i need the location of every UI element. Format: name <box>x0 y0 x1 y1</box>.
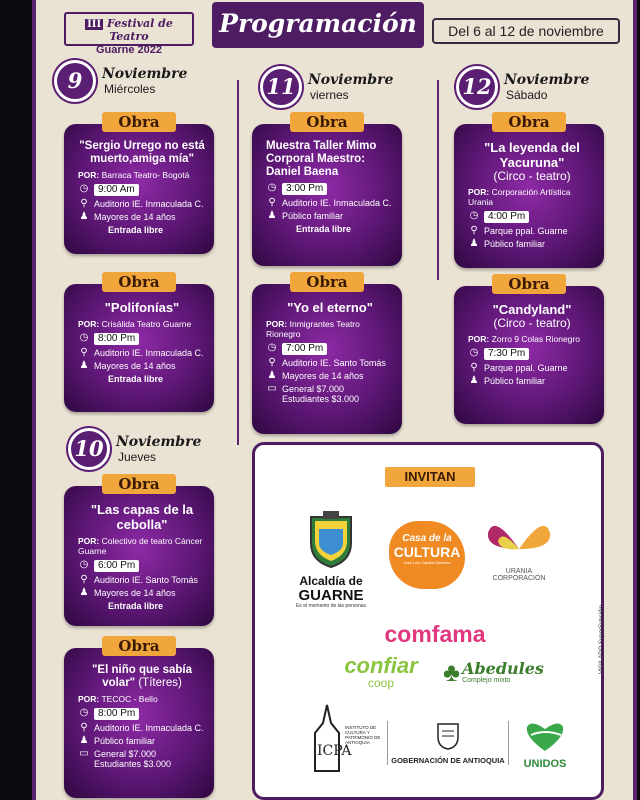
event-company <box>468 187 596 207</box>
event-venue: Auditorio IE. Santo Tomás <box>94 575 198 585</box>
audience-icon: ♟ <box>79 360 89 371</box>
clock-icon: ◷ <box>267 182 277 193</box>
por-label: POR: <box>78 536 100 546</box>
comfama-logo: comfama <box>384 621 486 647</box>
obra-label: Obra <box>102 474 176 494</box>
event-time: 3:00 Pm <box>282 183 327 195</box>
alcaldia-guarne-logo <box>291 509 371 609</box>
unidos-logo <box>515 719 575 770</box>
event-title: "Sergio Urrego no está muerto,amiga mía" <box>79 140 205 165</box>
event-audience: Público familiar <box>484 376 546 386</box>
event-title: "Polifonías" <box>104 300 180 315</box>
event-price: Entrada libre <box>108 225 164 235</box>
por-label: POR: <box>78 319 100 329</box>
event-title: "Candyland" <box>492 302 572 317</box>
obra-label: Obra <box>102 636 176 656</box>
day-weekday: Sábado <box>506 88 548 102</box>
event-title: "Las capas de la cebolla" <box>90 502 194 532</box>
audience-icon: ♟ <box>267 210 277 221</box>
clock-icon: ◷ <box>79 332 89 343</box>
price-general: General $7.000 <box>94 749 157 759</box>
ticket-icon: ▭ <box>79 748 89 759</box>
company-name: Zorro 9 Colas Rionegro <box>491 334 580 344</box>
confiar-text: confiar <box>344 653 418 678</box>
location-pin-icon: ⚲ <box>80 722 88 733</box>
abedules-text: Abedules <box>462 658 544 678</box>
event-venue: Auditorio IE. Inmaculada C. <box>94 348 204 358</box>
por-label: POR: <box>78 170 100 180</box>
company-name: Crisálida Teatro Guarne <box>101 319 192 329</box>
gobernacion-text: GOBERNACIÓN DE ANTIOQUIA <box>391 756 505 765</box>
date-range: Del 6 al 12 de noviembre <box>432 18 620 44</box>
clock-icon: ◷ <box>267 342 277 353</box>
column-divider-left <box>237 80 239 445</box>
event-company <box>78 319 206 329</box>
abedules-sub: Complejo mixto <box>462 676 511 684</box>
company-name: TECOC - Bello <box>101 694 158 704</box>
event-company <box>468 334 596 344</box>
clock-icon: ◷ <box>79 183 89 194</box>
event-time: 6:00 Pm <box>94 560 139 572</box>
event-time: 7:00 Pm <box>282 343 327 355</box>
event-title: "La leyenda del Yacuruna" <box>484 140 580 170</box>
gobernacion-logo <box>387 721 509 765</box>
unidos-heart-icon <box>523 719 567 753</box>
location-pin-icon: ⚲ <box>80 198 88 209</box>
urania-logo <box>479 519 559 582</box>
location-pin-icon: ⚲ <box>80 574 88 585</box>
event-venue: Auditorio IE. Inmaculada C. <box>94 723 204 733</box>
alcaldia-line2: GUARNE <box>298 587 364 604</box>
abedules-logo <box>443 659 559 685</box>
clock-icon: ◷ <box>79 707 89 718</box>
day-number: 9 <box>54 60 96 102</box>
urania-line1: URANIA <box>505 568 533 575</box>
event-card <box>64 475 214 626</box>
event-time: 8:00 Pm <box>94 708 139 720</box>
event-card <box>252 273 402 434</box>
event-card <box>252 113 402 266</box>
day-weekday: Miércoles <box>104 82 156 96</box>
casa-line1: Casa de la <box>402 533 452 544</box>
confiar-sub: coop <box>367 676 395 690</box>
audience-icon: ♟ <box>79 735 89 746</box>
coat-of-arms-icon <box>301 509 361 569</box>
casa-cultura-logo <box>389 521 465 589</box>
alcaldia-line1: Alcaldía de <box>299 574 363 588</box>
day-month: Noviembre <box>308 72 394 88</box>
event-company <box>266 319 394 339</box>
festival-name: Festival de Teatro <box>107 17 173 43</box>
day-month: Noviembre <box>504 72 590 88</box>
event-card <box>454 275 604 424</box>
day-number: 11 <box>260 66 302 108</box>
icpa-icon <box>309 703 352 773</box>
event-card <box>454 113 604 268</box>
svg-text:ICPA: ICPA <box>317 743 352 759</box>
clock-icon: ◷ <box>469 210 479 221</box>
gobernacion-shield-icon <box>433 721 463 751</box>
event-title-text: "El niño que sabía volar" <box>91 664 193 689</box>
event-price: Entrada libre <box>108 374 164 384</box>
obra-label: Obra <box>290 272 364 292</box>
vigilado-text: VIGILADO SuperSubsidio <box>599 605 605 675</box>
event-venue: Auditorio IE. Inmaculada C. <box>94 199 204 209</box>
festival-numeral: III <box>87 19 102 30</box>
obra-label: Obra <box>102 272 176 292</box>
day-weekday: Jueves <box>118 450 157 464</box>
event-company <box>78 536 206 556</box>
event-audience: Mayores de 14 años <box>94 588 176 598</box>
company-name: Colectivo de teatro Cáncer Guarne <box>78 536 203 556</box>
price-students: Estudiantes $3.000 <box>282 394 360 404</box>
price-general: General $7.000 <box>282 384 345 394</box>
audience-icon: ♟ <box>79 211 89 222</box>
obra-label: Obra <box>290 112 364 132</box>
obra-label: Obra <box>492 112 566 132</box>
icpa-logo <box>309 703 379 773</box>
company-name: Barraca Teatro- Bogotá <box>101 170 190 180</box>
event-audience: Mayores de 14 años <box>94 361 176 371</box>
obra-label: Obra <box>102 112 176 132</box>
day-month: Noviembre <box>102 66 188 82</box>
column-divider-right <box>437 80 439 280</box>
company-name: Corporación Artística Urania <box>468 187 571 207</box>
event-time: 7:30 Pm <box>484 348 529 360</box>
alcaldia-tagline: Es el momento de las personas <box>295 603 367 609</box>
audience-icon: ♟ <box>79 587 89 598</box>
day-month: Noviembre <box>116 434 202 450</box>
casa-line2: CULTURA <box>393 544 461 560</box>
day-header-12 <box>456 66 589 108</box>
day-header-11 <box>260 66 393 108</box>
urania-line2: CORPORACIÓN <box>492 575 546 582</box>
event-venue: Auditorio IE. Santo Tomás <box>282 358 386 368</box>
location-pin-icon: ⚲ <box>80 347 88 358</box>
audience-icon: ♟ <box>267 370 277 381</box>
festival-badge <box>64 12 194 56</box>
day-weekday: viernes <box>310 88 349 102</box>
event-audience: Público familiar <box>282 211 344 221</box>
audience-icon: ♟ <box>469 238 479 249</box>
event-audience: Mayores de 14 años <box>282 371 364 381</box>
unidos-text: UNIDOS <box>523 758 567 770</box>
event-card <box>64 637 214 798</box>
day-header-9 <box>54 60 187 102</box>
por-label: POR: <box>468 187 490 197</box>
event-subtitle: (Circo - teatro) <box>493 169 571 183</box>
event-venue: Auditorio IE. Inmaculada C. <box>282 198 392 208</box>
icpa-text: INSTITUTO DE CULTURA Y PATRIMONIO DE ANTIOQUIA <box>345 725 381 745</box>
por-label: POR: <box>468 334 490 344</box>
day-header-10 <box>68 428 201 470</box>
clock-icon: ◷ <box>469 347 479 358</box>
day-number: 10 <box>68 428 110 470</box>
event-time: 4:00 Pm <box>484 211 529 223</box>
event-subtitle: (Títeres) <box>138 677 182 689</box>
day-number: 12 <box>456 66 498 108</box>
location-pin-icon: ⚲ <box>470 225 478 236</box>
page-title: Programación <box>212 2 424 48</box>
event-card <box>64 273 214 412</box>
invitan-label: INVITAN <box>385 467 475 487</box>
obra-label: Obra <box>492 274 566 294</box>
ticket-icon: ▭ <box>267 383 277 394</box>
butterfly-icon <box>484 519 554 563</box>
event-price: Entrada libre <box>108 601 164 611</box>
event-audience: Mayores de 14 años <box>94 212 176 222</box>
event-title: Muestra Taller Mimo Corporal Maestro: Daniel Baena <box>266 140 377 178</box>
event-company <box>78 170 206 180</box>
event-title: "Yo el eterno" <box>287 300 373 315</box>
festival-place-year: Guarne 2022 <box>95 44 163 56</box>
event-card <box>64 113 214 254</box>
location-pin-icon: ⚲ <box>268 357 276 368</box>
por-label: POR: <box>78 694 100 704</box>
event-title <box>78 664 206 690</box>
location-pin-icon: ⚲ <box>470 362 478 373</box>
clock-icon: ◷ <box>79 559 89 570</box>
tree-icon: ♣ <box>443 657 461 687</box>
event-audience: Público familiar <box>94 736 156 746</box>
price-students: Estudiantes $3.000 <box>94 759 172 769</box>
event-time: 9:00 Am <box>94 184 139 196</box>
sponsors-panel <box>252 442 604 800</box>
event-company <box>78 694 206 704</box>
event-audience: Público familiar <box>484 239 546 249</box>
audience-icon: ♟ <box>469 375 479 386</box>
confiar-logo <box>331 655 431 689</box>
location-pin-icon: ⚲ <box>268 197 276 208</box>
company-name: Inmigrantes Teatro Rionegro <box>266 319 360 339</box>
event-subtitle: (Circo - teatro) <box>493 316 571 330</box>
event-price: Entrada libre <box>296 224 352 234</box>
por-label: POR: <box>266 319 288 329</box>
casa-sub: José Luis Zapata Sánchez <box>403 560 451 565</box>
event-venue: Parque ppal. Guarne <box>484 363 568 373</box>
event-venue: Parque ppal. Guarne <box>484 226 568 236</box>
event-time: 8:00 Pm <box>94 333 139 345</box>
